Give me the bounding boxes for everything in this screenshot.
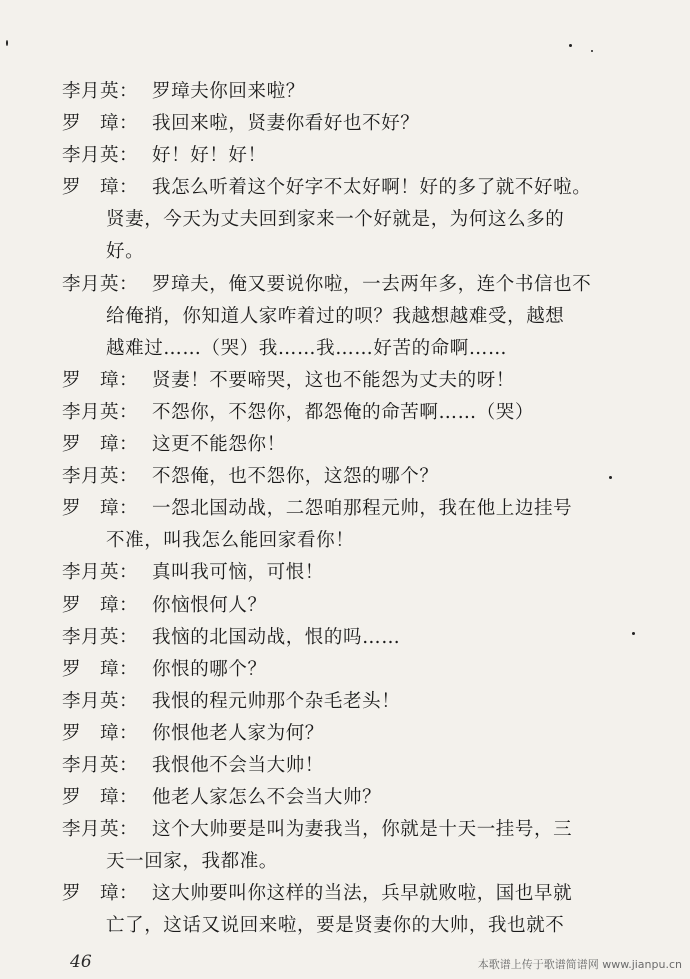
dialogue-continuation-line <box>62 846 662 878</box>
scan-speck <box>591 50 593 52</box>
dialogue-continuation-line <box>62 204 662 236</box>
dialogue-text-line: 你恨的哪个？ <box>152 658 267 680</box>
speaker-name: 李月英： <box>62 754 139 776</box>
dialogue-text-line: 这个大帅要是叫为妻我当，你就是十天一挂号，三 <box>152 819 573 841</box>
dialogue-text-line: 你恨他老人家为何？ <box>152 722 324 744</box>
dialogue-text-line: 亡了，这话又说回来啦，要是贤妻你的大帅，我也就不 <box>106 915 565 937</box>
dialogue-text-line: 我恼的北国动战，恨的吗…… <box>152 626 401 648</box>
dialogue-line <box>62 365 662 397</box>
dialogue-text-line: 不准，叫我怎么能回家看你！ <box>106 530 355 552</box>
watermark: 本歌谱上传于歌谱简谱网 www.jianpu.cn <box>477 958 682 971</box>
dialogue-text <box>62 76 662 943</box>
speaker-name: 李月英： <box>62 466 139 488</box>
speaker-name: 罗 璋： <box>62 434 139 456</box>
dialogue-text-line: 贤妻！不要啼哭，这也不能怨为丈夫的呀！ <box>152 369 515 391</box>
dialogue-continuation-line <box>62 910 662 942</box>
dialogue-line <box>62 622 662 654</box>
dialogue-text-line: 我怎么听着这个好字不太好啊！好的多了就不好啦。 <box>152 177 592 199</box>
page-number: 46 <box>70 952 92 972</box>
dialogue-line <box>62 557 662 589</box>
speaker-name: 罗 璋： <box>62 658 139 680</box>
speaker-name: 李月英： <box>62 81 139 102</box>
dialogue-text-line: 我回来啦，贤妻你看好也不好？ <box>152 113 420 135</box>
speaker-name: 罗 璋： <box>62 787 139 809</box>
dialogue-line <box>62 108 662 140</box>
dialogue-line <box>62 269 662 301</box>
dialogue-continuation-line <box>62 236 662 268</box>
dialogue-text-line: 你恼恨何人？ <box>152 594 267 616</box>
dialogue-text-line: 贤妻，今天为丈夫回到家来一个好就是，为何这么多的 <box>106 209 565 231</box>
dialogue-text-line: 这更不能怨你！ <box>152 434 286 456</box>
speaker-name: 李月英： <box>62 626 139 648</box>
dialogue-text-line: 不怨俺，也不怨你，这怨的哪个？ <box>152 466 439 488</box>
speaker-name: 罗 璋： <box>62 113 139 135</box>
scan-speck <box>6 40 8 46</box>
scan-speck <box>609 476 612 479</box>
dialogue-line <box>62 814 662 846</box>
dialogue-line <box>62 140 662 172</box>
dialogue-text-line: 我恨他不会当大帅！ <box>152 754 324 776</box>
dialogue-continuation-line <box>62 333 662 365</box>
dialogue-line <box>62 718 662 750</box>
dialogue-line <box>62 878 662 910</box>
dialogue-line <box>62 397 662 429</box>
dialogue-text-line: 罗璋夫你回来啦？ <box>152 81 305 102</box>
speaker-name: 罗 璋： <box>62 177 139 199</box>
dialogue-text-line: 不怨你，不怨你，都怨俺的命苦啊……（哭） <box>152 401 535 423</box>
scan-speck <box>569 44 572 47</box>
dialogue-text-line: 越难过……（哭）我……我……好苦的命啊…… <box>106 337 508 359</box>
speaker-name: 李月英： <box>62 690 139 712</box>
dialogue-line <box>62 461 662 493</box>
dialogue-text-line: 给俺捎，你知道人家咋着过的呗？我越想越难受，越想 <box>106 305 565 327</box>
dialogue-text-line: 罗璋夫，俺又要说你啦，一去两年多，连个书信也不 <box>152 273 592 295</box>
dialogue-text-line: 好。 <box>106 241 145 263</box>
dialogue-line <box>62 172 662 204</box>
dialogue-text-line: 一怨北国动战，二怨咱那程元帅，我在他上边挂号 <box>152 498 573 520</box>
dialogue-line <box>62 429 662 461</box>
speaker-name: 罗 璋： <box>62 498 139 520</box>
dialogue-line <box>62 782 662 814</box>
speaker-name: 罗 璋： <box>62 883 139 905</box>
dialogue-continuation-line <box>62 301 662 333</box>
dialogue-text-line: 这大帅要叫你这样的当法，兵早就败啦，国也早就 <box>152 883 573 905</box>
speaker-name: 李月英： <box>62 562 139 584</box>
dialogue-line <box>62 750 662 782</box>
dialogue-text-line: 我恨的程元帅那个杂毛老头！ <box>152 690 401 712</box>
dialogue-line <box>62 590 662 622</box>
dialogue-line <box>62 654 662 686</box>
dialogue-line <box>62 76 662 108</box>
speaker-name: 李月英： <box>62 145 139 167</box>
dialogue-line <box>62 493 662 525</box>
speaker-name: 罗 璋： <box>62 594 139 616</box>
dialogue-text-line: 天一回家，我都准。 <box>106 851 278 873</box>
dialogue-continuation-line <box>62 525 662 557</box>
speaker-name: 李月英： <box>62 401 139 423</box>
dialogue-text-line: 他老人家怎么不会当大帅？ <box>152 787 382 809</box>
speaker-name: 李月英： <box>62 273 139 295</box>
dialogue-text-line: 好！好！好！ <box>152 145 267 167</box>
speaker-name: 罗 璋： <box>62 369 139 391</box>
speaker-name: 罗 璋： <box>62 722 139 744</box>
scan-speck <box>632 632 635 635</box>
dialogue-line <box>62 686 662 718</box>
speaker-name: 李月英： <box>62 819 139 841</box>
dialogue-text-line: 真叫我可恼，可恨！ <box>152 562 324 584</box>
